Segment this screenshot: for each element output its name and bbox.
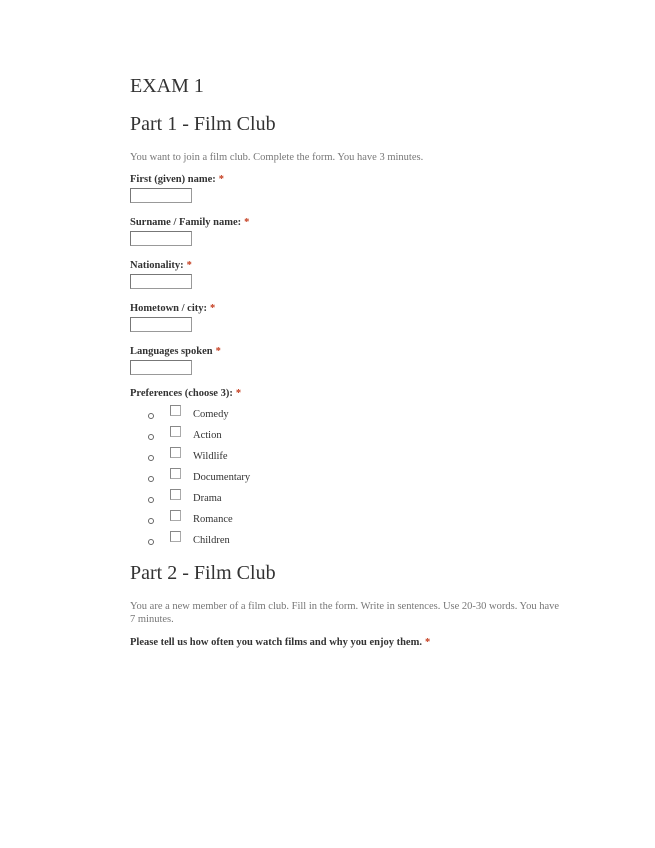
romance-checkbox[interactable] [170, 510, 181, 521]
bullet-icon [148, 476, 154, 482]
bullet-icon [148, 455, 154, 461]
first-name-label [130, 174, 224, 185]
first-name-input[interactable] [130, 188, 192, 203]
preference-option-wildlife [148, 449, 348, 465]
surname-input[interactable] [130, 231, 192, 246]
comedy-checkbox[interactable] [170, 405, 181, 416]
film-habits-question [130, 637, 430, 648]
required-marker: * [186, 260, 192, 271]
children-checkbox[interactable] [170, 531, 181, 542]
bullet-icon [148, 434, 154, 440]
bullet-icon [148, 497, 154, 503]
part2-title: Part 2 - Film Club [130, 562, 276, 584]
required-marker: * [218, 174, 224, 185]
hometown-label-text: Hometown / city: [130, 303, 207, 314]
preference-option-drama [148, 491, 348, 507]
hometown-input[interactable] [130, 317, 192, 332]
drama-checkbox[interactable] [170, 489, 181, 500]
option-label: Romance [193, 514, 233, 525]
first-name-label-text: First (given) name: [130, 174, 216, 185]
preference-option-action [148, 428, 348, 444]
film-habits-question-text: Please tell us how often you watch films and why you enjoy them. [130, 637, 422, 648]
preference-option-comedy [148, 407, 348, 423]
bullet-icon [148, 518, 154, 524]
option-label: Action [193, 430, 222, 441]
required-marker: * [215, 346, 221, 357]
nationality-label-text: Nationality: [130, 260, 184, 271]
exam-title: EXAM 1 [130, 75, 204, 97]
nationality-label [130, 260, 192, 271]
documentary-checkbox[interactable] [170, 468, 181, 479]
action-checkbox[interactable] [170, 426, 181, 437]
wildlife-checkbox[interactable] [170, 447, 181, 458]
part1-description: You want to join a film club. Complete the form. You have 3 minutes. [130, 152, 424, 163]
languages-input[interactable] [130, 360, 192, 375]
languages-label [130, 346, 221, 357]
preference-option-children [148, 533, 348, 549]
option-label: Documentary [193, 472, 251, 483]
bullet-icon [148, 413, 154, 419]
required-marker: * [244, 217, 250, 228]
option-label: Children [193, 535, 230, 546]
preference-option-documentary [148, 470, 348, 486]
nationality-input[interactable] [130, 274, 192, 289]
option-label: Drama [193, 493, 222, 504]
option-label: Comedy [193, 409, 229, 420]
required-marker: * [424, 637, 431, 648]
surname-label [130, 217, 249, 228]
required-marker: * [235, 388, 242, 399]
preferences-label-text: Preferences (choose 3): [130, 388, 233, 399]
preference-option-romance [148, 512, 348, 528]
required-marker: * [209, 303, 216, 314]
part2-description: You are a new member of a film club. Fill in the form. Write in sentences. Use 20-30 words. You have 7 minutes. [130, 601, 560, 625]
surname-label-text: Surname / Family name: [130, 217, 242, 228]
bullet-icon [148, 539, 154, 545]
languages-label-text: Languages spoken [130, 346, 213, 357]
hometown-label [130, 303, 215, 314]
part1-title: Part 1 - Film Club [130, 113, 276, 135]
option-label: Wildlife [193, 451, 228, 462]
preferences-label [130, 388, 241, 399]
